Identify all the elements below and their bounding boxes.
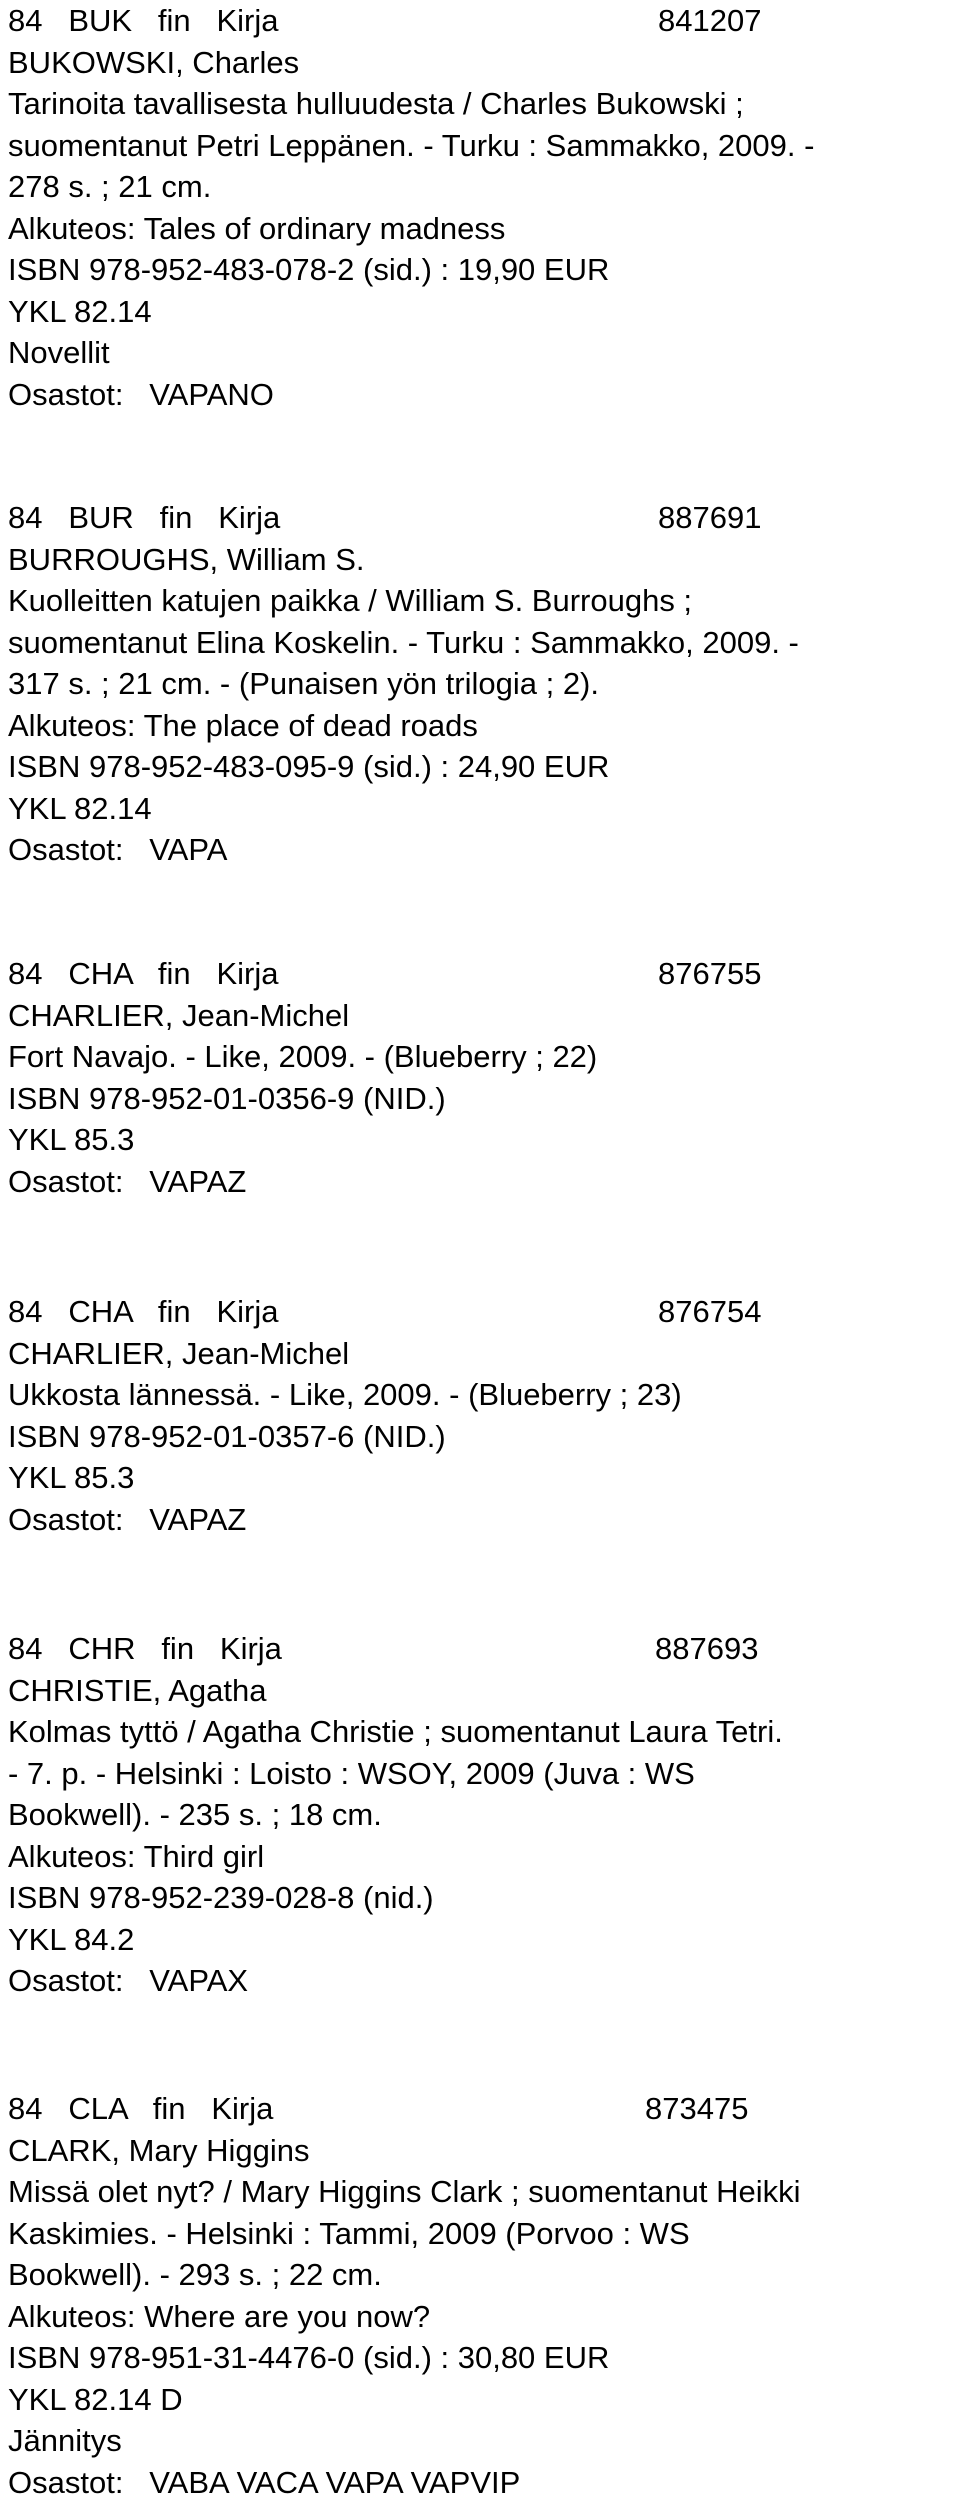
record-ykl: YKL 82.14 (8, 790, 152, 826)
record-line: Ukkosta lännessä. - Like, 2009. - (Blueberry ; 23) (8, 1377, 682, 1412)
record-original-title: Alkuteos: Third girl (8, 1838, 265, 1874)
record-header (8, 953, 762, 995)
catalog-record-charlier-ukkosta (8, 1291, 762, 1540)
record-author: CHRISTIE, Agatha (8, 1672, 267, 1708)
record-id: 876755 (658, 956, 762, 991)
record-header (8, 0, 814, 42)
record-isbn: ISBN 978-952-483-078-2 (sid.) : 19,90 EUR (8, 252, 610, 287)
catalog-record-christie (8, 1628, 783, 2002)
record-genre: Novellit (8, 335, 110, 370)
record-departments: Osastot: VABA VACA VAPA VAPVIP (8, 2464, 521, 2500)
catalog-record-burroughs (8, 497, 799, 871)
record-line: Bookwell). - 293 s. ; 22 cm. (8, 2257, 382, 2292)
record-departments: Osastot: VAPAZ (8, 1501, 247, 1537)
record-classification: 84 BUR fin Kirja (8, 500, 281, 535)
record-ykl: YKL 85.3 (8, 1122, 135, 1157)
record-classification: 84 CLA fin Kirja (8, 2091, 274, 2126)
record-ykl: YKL 85.3 (8, 1460, 135, 1495)
record-departments: Osastot: VAPAX (8, 1963, 249, 1998)
record-line: 278 s. ; 21 cm. (8, 169, 212, 204)
record-header (8, 497, 799, 539)
record-line: Kaskimies. - Helsinki : Tammi, 2009 (Porvoo : WS (8, 2215, 690, 2251)
record-line: Kolmas tyttö / Agatha Christie ; suomentanut Laura Tetri. (8, 1714, 783, 1749)
record-line: Kuolleitten katujen paikka / William S. Burroughs ; (8, 583, 693, 618)
record-classification: 84 CHR fin Kirja (8, 1631, 282, 1666)
record-id: 887691 (658, 500, 762, 535)
record-author: BURROUGHS, William S. (8, 541, 365, 577)
record-isbn: ISBN 978-952-01-0356-9 (NID.) (8, 1080, 446, 1116)
catalog-record-clark (8, 2088, 801, 2503)
record-header (8, 1628, 783, 1670)
record-classification: 84 CHA fin Kirja (8, 956, 279, 991)
record-line: Fort Navajo. - Like, 2009. - (Blueberry ; 22) (8, 1039, 598, 1074)
record-line: suomentanut Petri Leppänen. - Turku : Sammakko, 2009. - (8, 127, 815, 163)
record-line: Tarinoita tavallisesta hulluudesta / Charles Bukowski ; (8, 86, 744, 121)
record-id: 887693 (655, 1631, 759, 1666)
record-header (8, 2088, 801, 2130)
record-departments: Osastot: VAPA (8, 832, 228, 867)
record-id: 873475 (645, 2091, 749, 2126)
record-author: BUKOWSKI, Charles (8, 44, 300, 80)
record-line: Missä olet nyt? / Mary Higgins Clark ; suomentanut Heikki (8, 2174, 801, 2209)
catalog-record-bukowski (8, 0, 814, 415)
record-ykl: YKL 84.2 (8, 1921, 135, 1957)
record-line: Bookwell). - 235 s. ; 18 cm. (8, 1797, 382, 1832)
record-classification: 84 BUK fin Kirja (8, 3, 279, 38)
record-isbn: ISBN 978-952-483-095-9 (sid.) : 24,90 EUR (8, 749, 610, 784)
record-classification: 84 CHA fin Kirja (8, 1294, 279, 1329)
record-author: CHARLIER, Jean-Michel (8, 997, 350, 1033)
record-line: - 7. p. - Helsinki : Loisto : WSOY, 2009 (Juva : WS (8, 1755, 695, 1791)
record-isbn: ISBN 978-951-31-4476-0 (sid.) : 30,80 EUR (8, 2340, 610, 2375)
record-original-title: Alkuteos: The place of dead roads (8, 707, 478, 743)
record-ykl: YKL 82.14 D (8, 2381, 183, 2417)
record-genre: Jännitys (8, 2423, 122, 2458)
record-departments: Osastot: VAPANO (8, 376, 274, 412)
record-id: 876754 (658, 1294, 762, 1329)
record-departments: Osastot: VAPAZ (8, 1163, 247, 1199)
record-header (8, 1291, 762, 1333)
record-isbn: ISBN 978-952-239-028-8 (nid.) (8, 1880, 434, 1915)
record-line: suomentanut Elina Koskelin. - Turku : Sammakko, 2009. - (8, 624, 799, 660)
record-original-title: Alkuteos: Where are you now? (8, 2298, 431, 2334)
record-isbn: ISBN 978-952-01-0357-6 (NID.) (8, 1418, 446, 1454)
record-ykl: YKL 82.14 (8, 293, 152, 329)
record-line: 317 s. ; 21 cm. - (Punaisen yön trilogia ; 2). (8, 666, 599, 701)
record-author: CHARLIER, Jean-Michel (8, 1335, 350, 1371)
record-author: CLARK, Mary Higgins (8, 2132, 310, 2168)
record-original-title: Alkuteos: Tales of ordinary madness (8, 210, 506, 246)
record-id: 841207 (658, 3, 762, 38)
catalog-record-charlier-fort-navajo (8, 953, 762, 1202)
